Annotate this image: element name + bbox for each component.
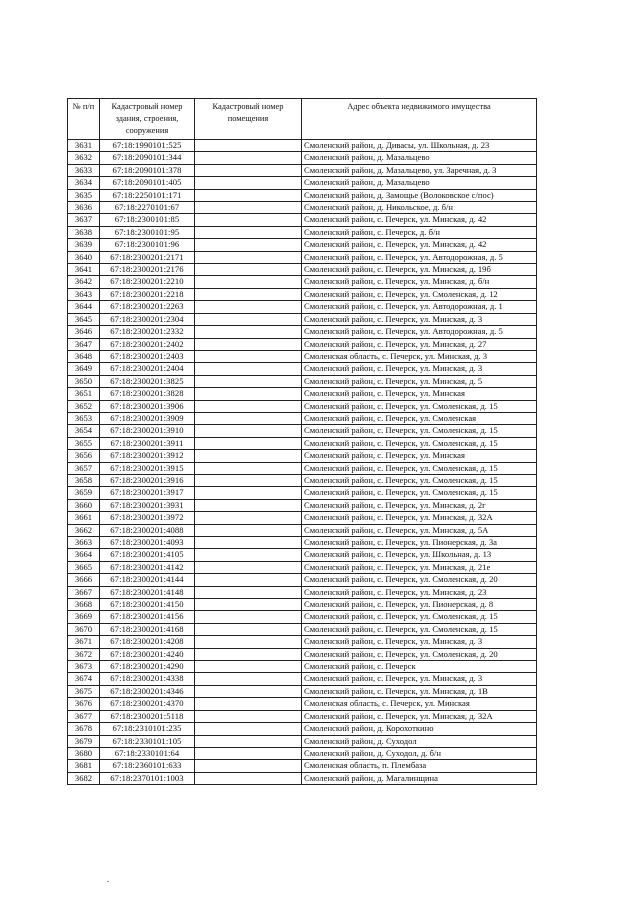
cadastral-number: 67:18:2300201:4338	[100, 673, 195, 685]
room-cadastral-number	[195, 214, 302, 226]
table-row	[68, 152, 537, 164]
cadastral-number: 67:18:2330101:64	[100, 747, 195, 759]
row-number: 3661	[68, 512, 100, 524]
row-number: 3675	[68, 685, 100, 697]
table-row	[68, 326, 537, 338]
room-cadastral-number	[195, 239, 302, 251]
object-address: Смоленский район, д. Магалинщина	[302, 772, 537, 784]
cadastral-number: 67:18:2300201:2218	[100, 288, 195, 300]
object-address: Смоленский район, с. Печерск, ул. Смоленская, д. 15	[302, 437, 537, 449]
row-number: 3641	[68, 264, 100, 276]
table-row	[68, 747, 537, 759]
table-row	[68, 177, 537, 189]
object-address: Смоленский район, д. Мазальцево, ул. Заречная, д. 3	[302, 164, 537, 176]
cadastral-number: 67:18:2300201:2176	[100, 264, 195, 276]
room-cadastral-number	[195, 301, 302, 313]
room-cadastral-number	[195, 288, 302, 300]
object-address: Смоленский район, д. Замощье (Волоковское с/пос)	[302, 189, 537, 201]
cadastral-number: 67:18:2300101:85	[100, 214, 195, 226]
object-address: Смоленский район, с. Печерск, ул. Автодорожная, д. 5	[302, 251, 537, 263]
room-cadastral-number	[195, 735, 302, 747]
table-row	[68, 202, 537, 214]
room-cadastral-number	[195, 313, 302, 325]
row-number: 3673	[68, 661, 100, 673]
row-number: 3642	[68, 276, 100, 288]
row-number: 3643	[68, 288, 100, 300]
room-cadastral-number	[195, 710, 302, 722]
object-address: Смоленский район, д. Суходол, д. б/н	[302, 747, 537, 759]
row-number: 3669	[68, 611, 100, 623]
row-number: 3662	[68, 524, 100, 536]
cadastral-number: 67:18:2300201:4156	[100, 611, 195, 623]
object-address: Смоленский район, с. Печерск, ул. Смоленская, д. 15	[302, 611, 537, 623]
room-cadastral-number	[195, 586, 302, 598]
row-number: 3635	[68, 189, 100, 201]
table-row	[68, 425, 537, 437]
object-address: Смоленский район, с. Печерск, ул. Минская, д. б/н	[302, 276, 537, 288]
room-cadastral-number	[195, 388, 302, 400]
cadastral-number: 67:18:2300201:5118	[100, 710, 195, 722]
cadastral-number: 67:18:2270101:67	[100, 202, 195, 214]
cadastral-number: 67:18:2300201:3911	[100, 437, 195, 449]
row-number: 3653	[68, 412, 100, 424]
header-address: Адрес объекта недвижимого имущества	[302, 99, 537, 140]
table-row	[68, 313, 537, 325]
table-row	[68, 723, 537, 735]
table-row	[68, 661, 537, 673]
row-number: 3682	[68, 772, 100, 784]
object-address: Смоленский район, с. Печерск, ул. Пионерская, д. 3а	[302, 537, 537, 549]
object-address: Смоленский район, с. Печерск, ул. Автодорожная, д. 5	[302, 326, 537, 338]
table-row	[68, 499, 537, 511]
object-address: Смоленский район, с. Печерск, ул. Минская, д. 2г	[302, 499, 537, 511]
room-cadastral-number	[195, 177, 302, 189]
table-row	[68, 474, 537, 486]
object-address: Смоленский район, с. Печерск, ул. Смоленская, д. 15	[302, 623, 537, 635]
row-number: 3651	[68, 388, 100, 400]
object-address: Смоленский район, с. Печерск, ул. Смоленская, д. 15	[302, 487, 537, 499]
row-number: 3677	[68, 710, 100, 722]
room-cadastral-number	[195, 747, 302, 759]
table-row	[68, 400, 537, 412]
row-number: 3652	[68, 400, 100, 412]
table-row	[68, 673, 537, 685]
cadastral-number: 67:18:2300201:3828	[100, 388, 195, 400]
cadastral-number: 67:18:2300201:4148	[100, 586, 195, 598]
object-address: Смоленский район, с. Печерск, ул. Минская, д. 32А	[302, 710, 537, 722]
cadastral-number: 67:18:2330101:105	[100, 735, 195, 747]
table-row	[68, 599, 537, 611]
row-number: 3648	[68, 350, 100, 362]
object-address: Смоленский район, с. Печерск, ул. Минская, д. 3	[302, 363, 537, 375]
object-address: Смоленский район, с. Печерск, ул. Пионерская, д. 8	[302, 599, 537, 611]
room-cadastral-number	[195, 363, 302, 375]
row-number: 3654	[68, 425, 100, 437]
table-row	[68, 276, 537, 288]
cadastral-number: 67:18:2300201:3910	[100, 425, 195, 437]
table-row	[68, 537, 537, 549]
room-cadastral-number	[195, 437, 302, 449]
cadastral-number: 67:18:2300201:2402	[100, 338, 195, 350]
row-number: 3670	[68, 623, 100, 635]
object-address: Смоленский район, с. Печерск, ул. Автодорожная, д. 1	[302, 301, 537, 313]
table-row	[68, 685, 537, 697]
row-number: 3636	[68, 202, 100, 214]
cadastral-number: 67:18:2360101:633	[100, 760, 195, 772]
cadastral-number: 67:18:2300201:2210	[100, 276, 195, 288]
cadastral-number: 67:18:2090101:344	[100, 152, 195, 164]
row-number: 3678	[68, 723, 100, 735]
room-cadastral-number	[195, 425, 302, 437]
cadastral-number: 67:18:2370101:1003	[100, 772, 195, 784]
object-address: Смоленский район, с. Печерск, ул. Минская, д. 42	[302, 239, 537, 251]
room-cadastral-number	[195, 487, 302, 499]
cadastral-number: 67:18:2250101:171	[100, 189, 195, 201]
room-cadastral-number	[195, 673, 302, 685]
room-cadastral-number	[195, 264, 302, 276]
cadastral-number: 67:18:2300201:4208	[100, 636, 195, 648]
table-row	[68, 698, 537, 710]
cadastral-number: 67:18:2300201:2171	[100, 251, 195, 263]
room-cadastral-number	[195, 140, 302, 152]
object-address: Смоленский район, д. Дивасы, ул. Школьная, д. 23	[302, 140, 537, 152]
cadastral-number: 67:18:2300201:2263	[100, 301, 195, 313]
object-address: Смоленский район, д. Никольское, д. б/н	[302, 202, 537, 214]
table-row	[68, 388, 537, 400]
room-cadastral-number	[195, 375, 302, 387]
row-number: 3681	[68, 760, 100, 772]
row-number: 3680	[68, 747, 100, 759]
table-row	[68, 189, 537, 201]
table-row	[68, 288, 537, 300]
row-number: 3637	[68, 214, 100, 226]
cadastral-number: 67:18:2300201:4088	[100, 524, 195, 536]
room-cadastral-number	[195, 648, 302, 660]
room-cadastral-number	[195, 226, 302, 238]
room-cadastral-number	[195, 537, 302, 549]
object-address: Смоленский район, с. Печерск, ул. Минская	[302, 388, 537, 400]
room-cadastral-number	[195, 474, 302, 486]
row-number: 3664	[68, 549, 100, 561]
table-row	[68, 549, 537, 561]
cadastral-number: 67:18:2300201:3931	[100, 499, 195, 511]
object-address: Смоленский район, с. Печерск, ул. Минская, д. 3	[302, 673, 537, 685]
cadastral-number: 67:18:2310101:235	[100, 723, 195, 735]
table-row	[68, 636, 537, 648]
object-address: Смоленский район, с. Печерск, ул. Минская, д. 5А	[302, 524, 537, 536]
row-number: 3671	[68, 636, 100, 648]
room-cadastral-number	[195, 412, 302, 424]
row-number: 3672	[68, 648, 100, 660]
row-number: 3650	[68, 375, 100, 387]
row-number: 3668	[68, 599, 100, 611]
object-address: Смоленский район, с. Печерск, ул. Школьная, д. 13	[302, 549, 537, 561]
table-row	[68, 611, 537, 623]
table-row	[68, 363, 537, 375]
row-number: 3674	[68, 673, 100, 685]
room-cadastral-number	[195, 623, 302, 635]
room-cadastral-number	[195, 202, 302, 214]
cadastral-number: 67:18:2300201:4105	[100, 549, 195, 561]
table-row	[68, 226, 537, 238]
row-number: 3631	[68, 140, 100, 152]
row-number: 3639	[68, 239, 100, 251]
header-row	[68, 99, 537, 140]
cadastral-number: 67:18:2300201:4150	[100, 599, 195, 611]
table-row	[68, 512, 537, 524]
table-row	[68, 338, 537, 350]
row-number: 3660	[68, 499, 100, 511]
room-cadastral-number	[195, 636, 302, 648]
row-number: 3658	[68, 474, 100, 486]
table-header	[68, 99, 537, 140]
cadastral-number: 67:18:2300201:4168	[100, 623, 195, 635]
row-number: 3646	[68, 326, 100, 338]
object-address: Смоленский район, с. Печерск, ул. Смоленская, д. 15	[302, 474, 537, 486]
room-cadastral-number	[195, 524, 302, 536]
object-address: Смоленский район, с. Печерск, ул. Минская, д. 21е	[302, 561, 537, 573]
cadastral-number: 67:18:2300201:3909	[100, 412, 195, 424]
cadastral-number: 67:18:2300101:96	[100, 239, 195, 251]
scan-speck	[107, 881, 109, 882]
table-row	[68, 524, 537, 536]
room-cadastral-number	[195, 251, 302, 263]
room-cadastral-number	[195, 512, 302, 524]
row-number: 3640	[68, 251, 100, 263]
table-row	[68, 561, 537, 573]
object-address: Смоленская область, с. Печерск, ул. Минская, д. 3	[302, 350, 537, 362]
room-cadastral-number	[195, 450, 302, 462]
cadastral-number: 67:18:2300201:2404	[100, 363, 195, 375]
object-address: Смоленский район, с. Печерск, ул. Минская, д. 19б	[302, 264, 537, 276]
object-address: Смоленский район, с. Печерск, ул. Минская, д. 3	[302, 636, 537, 648]
cadastral-number: 67:18:2300201:4093	[100, 537, 195, 549]
table-row	[68, 164, 537, 176]
table-row	[68, 375, 537, 387]
room-cadastral-number	[195, 326, 302, 338]
object-address: Смоленский район, с. Печерск, ул. Смоленская, д. 15	[302, 400, 537, 412]
row-number: 3667	[68, 586, 100, 598]
table-row	[68, 623, 537, 635]
object-address: Смоленский район, с. Печерск, ул. Смоленская	[302, 412, 537, 424]
row-number: 3655	[68, 437, 100, 449]
room-cadastral-number	[195, 189, 302, 201]
row-number: 3663	[68, 537, 100, 549]
room-cadastral-number	[195, 338, 302, 350]
row-number: 3647	[68, 338, 100, 350]
row-number: 3666	[68, 574, 100, 586]
room-cadastral-number	[195, 549, 302, 561]
row-number: 3665	[68, 561, 100, 573]
object-address: Смоленская область, с. Печерск, ул. Минская	[302, 698, 537, 710]
cadastral-number: 67:18:2300101:95	[100, 226, 195, 238]
table-row	[68, 350, 537, 362]
object-address: Смоленский район, с. Печерск, ул. Смоленская, д. 15	[302, 425, 537, 437]
row-number: 3645	[68, 313, 100, 325]
object-address: Смоленский район, с. Печерск, ул. Смоленская, д. 20	[302, 648, 537, 660]
room-cadastral-number	[195, 164, 302, 176]
header-num: № п/п	[68, 99, 100, 140]
table-row	[68, 214, 537, 226]
cadastral-number: 67:18:2300201:4240	[100, 648, 195, 660]
cadastral-number: 67:18:2300201:3912	[100, 450, 195, 462]
row-number: 3638	[68, 226, 100, 238]
header-room: Кадастровый номер помещения	[195, 99, 302, 140]
object-address: Смоленский район, д. Корохоткино	[302, 723, 537, 735]
cadastral-number: 67:18:2300201:2304	[100, 313, 195, 325]
row-number: 3649	[68, 363, 100, 375]
cadastral-number: 67:18:2300201:4142	[100, 561, 195, 573]
object-address: Смоленский район, с. Печерск, ул. Минская, д. 1В	[302, 685, 537, 697]
room-cadastral-number	[195, 685, 302, 697]
object-address: Смоленский район, д. Мазальцево	[302, 177, 537, 189]
room-cadastral-number	[195, 698, 302, 710]
object-address: Смоленский район, с. Печерск, ул. Минская, д. 5	[302, 375, 537, 387]
cadastral-number: 67:18:2300201:3972	[100, 512, 195, 524]
object-address: Смоленский район, с. Печерск, ул. Минская, д. 27	[302, 338, 537, 350]
room-cadastral-number	[195, 499, 302, 511]
room-cadastral-number	[195, 574, 302, 586]
room-cadastral-number	[195, 760, 302, 772]
cadastral-number: 67:18:2300201:2403	[100, 350, 195, 362]
table-row	[68, 710, 537, 722]
row-number: 3634	[68, 177, 100, 189]
room-cadastral-number	[195, 400, 302, 412]
cadastral-number: 67:18:2300201:4290	[100, 661, 195, 673]
table-row	[68, 772, 537, 784]
room-cadastral-number	[195, 350, 302, 362]
cadastral-number: 67:18:2090101:378	[100, 164, 195, 176]
row-number: 3632	[68, 152, 100, 164]
row-number: 3644	[68, 301, 100, 313]
header-cadastral: Кадастровый номер здания, строения, сооружения	[100, 99, 195, 140]
object-address: Смоленский район, с. Печерск, ул. Минская, д. 42	[302, 214, 537, 226]
room-cadastral-number	[195, 152, 302, 164]
cadastral-number: 67:18:2300201:3825	[100, 375, 195, 387]
row-number: 3633	[68, 164, 100, 176]
table-row	[68, 586, 537, 598]
table-row	[68, 648, 537, 660]
cadastral-number: 67:18:2300201:3906	[100, 400, 195, 412]
object-address: Смоленский район, с. Печерск	[302, 661, 537, 673]
table-body	[68, 140, 537, 785]
table-row	[68, 412, 537, 424]
room-cadastral-number	[195, 611, 302, 623]
cadastral-number: 67:18:2090101:405	[100, 177, 195, 189]
room-cadastral-number	[195, 462, 302, 474]
row-number: 3659	[68, 487, 100, 499]
object-address: Смоленский район, с. Печерск, ул. Смоленская, д. 20	[302, 574, 537, 586]
table-row	[68, 251, 537, 263]
table-row	[68, 239, 537, 251]
row-number: 3679	[68, 735, 100, 747]
cadastral-number: 67:18:1990101:525	[100, 140, 195, 152]
object-address: Смоленский район, д. Мазальцево	[302, 152, 537, 164]
object-address: Смоленский район, с. Печерск, ул. Минская	[302, 450, 537, 462]
room-cadastral-number	[195, 723, 302, 735]
room-cadastral-number	[195, 276, 302, 288]
room-cadastral-number	[195, 599, 302, 611]
table-row	[68, 735, 537, 747]
object-address: Смоленский район, с. Печерск, ул. Минская, д. 32А	[302, 512, 537, 524]
table-row	[68, 450, 537, 462]
cadastral-number: 67:18:2300201:3915	[100, 462, 195, 474]
cadastral-number: 67:18:2300201:2332	[100, 326, 195, 338]
object-address: Смоленский район, д. Суходол	[302, 735, 537, 747]
cadastral-number: 67:18:2300201:3917	[100, 487, 195, 499]
table-row	[68, 574, 537, 586]
row-number: 3656	[68, 450, 100, 462]
cadastral-number: 67:18:2300201:3916	[100, 474, 195, 486]
object-address: Смоленская область, п. Плембаза	[302, 760, 537, 772]
object-address: Смоленский район, с. Печерск, ул. Смоленская, д. 15	[302, 462, 537, 474]
table-row	[68, 760, 537, 772]
table-row	[68, 462, 537, 474]
table-row	[68, 301, 537, 313]
cadastral-number: 67:18:2300201:4370	[100, 698, 195, 710]
object-address: Смоленский район, с. Печерск, ул. Смоленская, д. 12	[302, 288, 537, 300]
row-number: 3676	[68, 698, 100, 710]
room-cadastral-number	[195, 772, 302, 784]
cadastral-number: 67:18:2300201:4346	[100, 685, 195, 697]
table-row	[68, 140, 537, 152]
table-row	[68, 264, 537, 276]
object-address: Смоленский район, с. Печерск, ул. Минская, д. 23	[302, 586, 537, 598]
object-address: Смоленский район, с. Печерск, ул. Минская, д. 3	[302, 313, 537, 325]
table-row	[68, 487, 537, 499]
cadastral-number: 67:18:2300201:4144	[100, 574, 195, 586]
row-number: 3657	[68, 462, 100, 474]
room-cadastral-number	[195, 661, 302, 673]
object-address: Смоленский район, с. Печерск, д. б/н	[302, 226, 537, 238]
room-cadastral-number	[195, 561, 302, 573]
table-row	[68, 437, 537, 449]
property-registry-table	[67, 98, 537, 785]
